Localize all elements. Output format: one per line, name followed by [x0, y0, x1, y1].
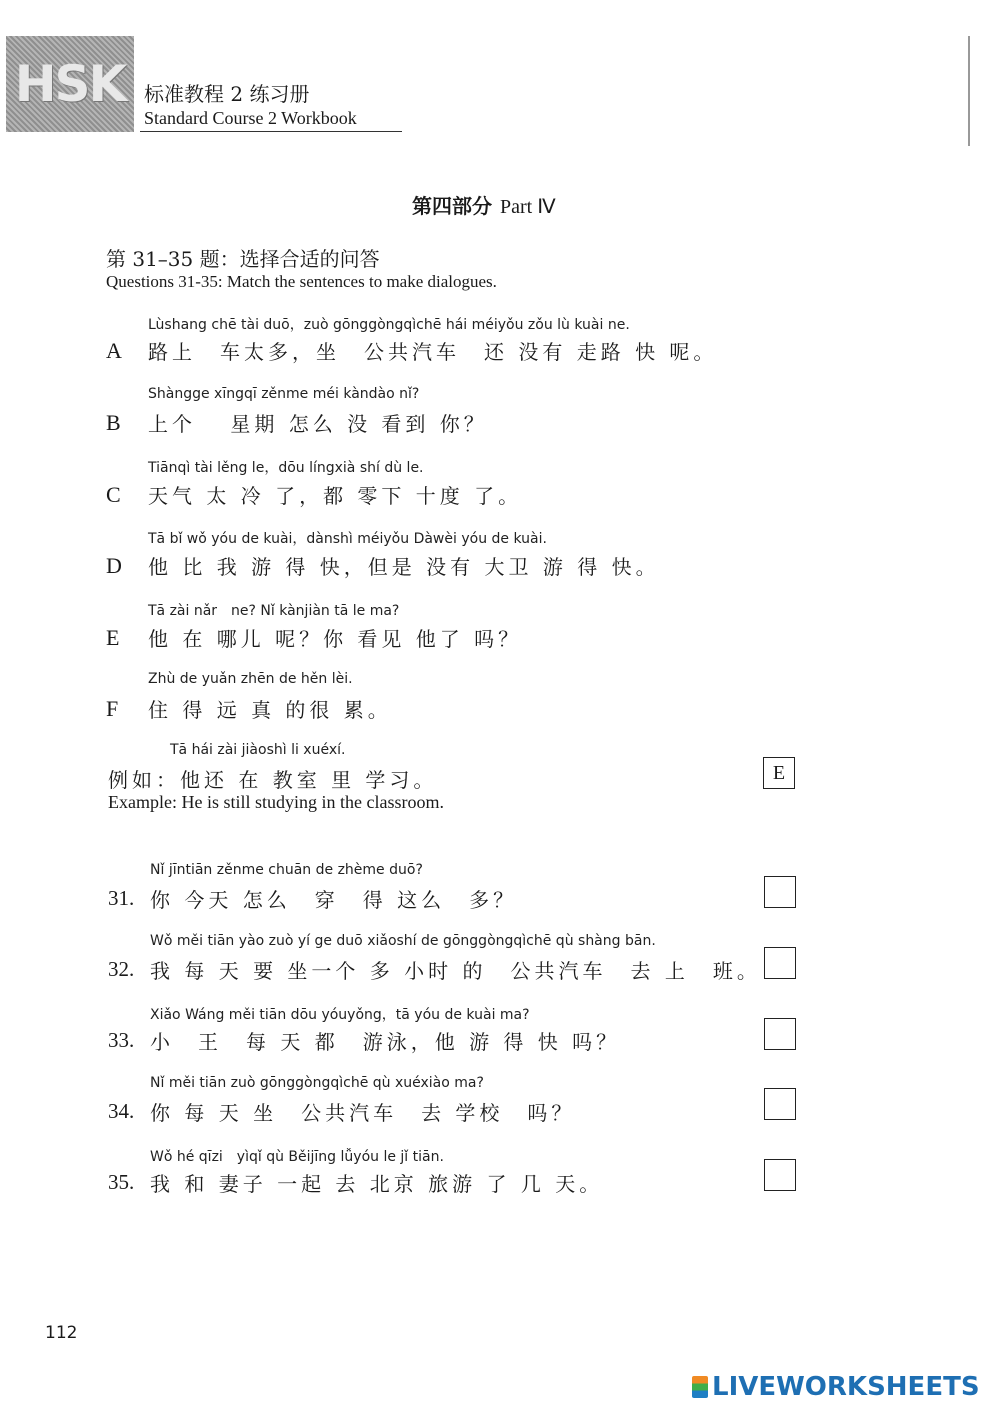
example-english: Example: He is still studying in the classroom.: [108, 792, 444, 812]
question-number: 33.: [108, 1028, 135, 1052]
liveworksheets-icon: [692, 1376, 708, 1398]
question-pinyin: Nǐ měi tiān zuò gōnggòngqìchē qù xuéxiào ma?: [150, 1075, 484, 1091]
option-pinyin: Tā bǐ wǒ yóu de kuài，dànshì méiyǒu Dàwèi yóu de kuài.: [148, 531, 547, 547]
section-title-cn: 第四部分: [412, 194, 492, 218]
option-hanzi: 他 比 我 游 得 快，但是 没有 大卫 游 得 快。: [148, 555, 660, 579]
hsk-logo: [6, 36, 134, 132]
option-letter: A: [106, 338, 122, 363]
example-pinyin: Tā hái zài jiàoshì li xuéxí.: [170, 742, 346, 758]
option-pinyin: Tiānqì tài lěng le，dōu língxià shí dù le.: [148, 460, 424, 476]
question-hanzi: 小 王 每 天 都 游泳，他 游 得 快 吗？: [150, 1030, 621, 1054]
question-number: 32.: [108, 957, 135, 981]
option-hanzi: 住 得 远 真 的很 累。: [148, 698, 392, 722]
example-hanzi: 例如：他还 在 教室 里 学习。: [108, 768, 438, 792]
answer-box[interactable]: [764, 1018, 796, 1050]
option-letter: C: [106, 482, 121, 507]
option-pinyin: Tā zài nǎr ne? Nǐ kànjiàn tā le ma?: [148, 603, 400, 619]
option-letter: D: [106, 553, 122, 578]
option-letter: F: [106, 696, 119, 721]
answer-box[interactable]: [764, 947, 796, 979]
question-pinyin: Wǒ měi tiān yào zuò yí ge duō xiǎoshí de gōnggòngqìchē qù shàng bān.: [150, 933, 656, 949]
option-hanzi: 他 在 哪儿 呢？你 看见 他了 吗？: [148, 627, 523, 651]
answer-box[interactable]: [764, 1088, 796, 1120]
page-number: 112: [45, 1323, 78, 1343]
option-pinyin: Lùshang chē tài duō，zuò gōnggòngqìchē hái méiyǒu zǒu lù kuài ne.: [148, 317, 630, 333]
section-title-en: Part Ⅳ: [500, 196, 556, 218]
section-title: [412, 190, 556, 219]
book-title-en: Standard Course 2 Workbook: [144, 108, 357, 128]
liveworksheets-watermark: [692, 1372, 980, 1402]
question-pinyin: Xiǎo Wáng měi tiān dōu yóuyǒng，tā yóu de kuài ma?: [150, 1007, 530, 1023]
option-pinyin: Shàngge xīngqī zěnme méi kàndào nǐ?: [148, 386, 420, 402]
instructions-en: Questions 31-35: Match the sentences to make dialogues.: [106, 272, 497, 291]
answer-box[interactable]: [764, 876, 796, 908]
header-divider: [140, 131, 402, 132]
scan-edge-line: [968, 36, 970, 146]
option-hanzi: 上个 星期 怎么 没 看到 你？: [148, 412, 488, 436]
hsk-logo-text: HSK: [14, 55, 126, 113]
option-pinyin: Zhù de yuǎn zhēn de hěn lèi.: [148, 671, 353, 687]
question-number: 35.: [108, 1170, 135, 1194]
question-number: 34.: [108, 1099, 135, 1123]
option-hanzi: 路上 车太多，坐 公共汽车 还 没有 走路 快 呢。: [148, 340, 718, 364]
question-hanzi: 我 每 天 要 坐一个 多 小时 的 公共汽车 去 上 班。: [150, 959, 761, 983]
answer-box[interactable]: [764, 1159, 796, 1191]
option-hanzi: 天气 太 冷 了，都 零下 十度 了。: [148, 484, 523, 508]
option-letter: E: [106, 625, 120, 650]
example-answer-box: E: [763, 757, 795, 789]
book-title-cn: 标准教程 2 练习册: [144, 82, 310, 106]
question-hanzi: 你 今天 怎么 穿 得 这么 多？: [150, 888, 518, 912]
question-hanzi: 你 每 天 坐 公共汽车 去 学校 吗？: [150, 1101, 576, 1125]
question-hanzi: 我 和 妻子 一起 去 北京 旅游 了 几 天。: [150, 1172, 604, 1196]
instructions-cn: 第 31–35 题：选择合适的问答: [106, 247, 380, 271]
question-number: 31.: [108, 886, 135, 910]
question-pinyin: Wǒ hé qīzi yìqǐ qù Běijīng lǚyóu le jǐ tiān.: [150, 1149, 444, 1165]
question-pinyin: Nǐ jīntiān zěnme chuān de zhème duō?: [150, 862, 423, 878]
watermark-text: LIVEWORKSHEETS: [712, 1372, 980, 1402]
option-letter: B: [106, 410, 121, 435]
